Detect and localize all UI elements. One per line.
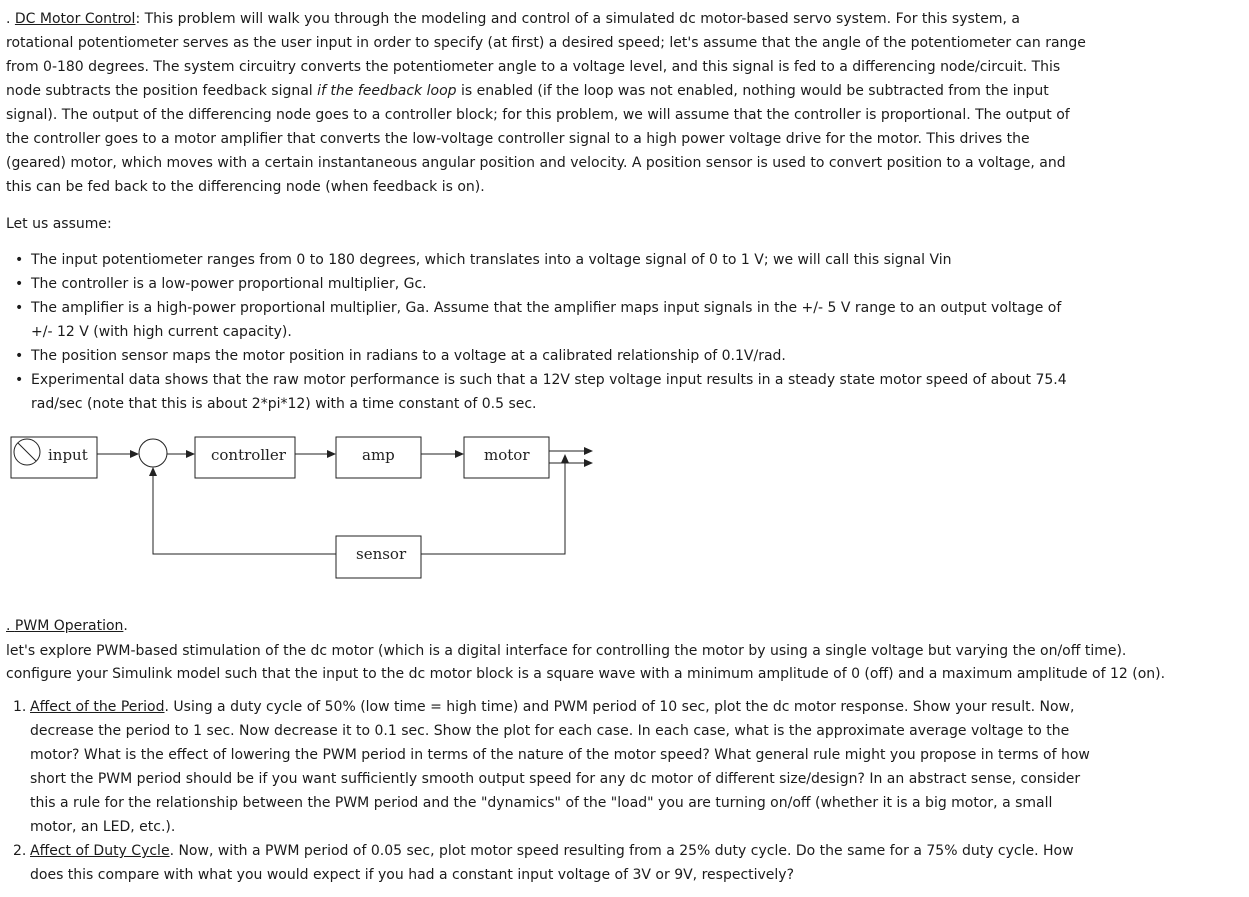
intro-paragraph (6, 7, 1091, 199)
motor-block (464, 437, 549, 478)
task-number: 2. (13, 843, 27, 859)
assume-label: Let us assume: (6, 216, 112, 232)
intro-title: DC Motor Control (14, 11, 136, 27)
list-item: • Experimental data shows that the raw motor performance is such that a 12V step voltage input results in a steady state motor speed of about 75.4 rad/sec (note that this is about 2*pi*12) with a time constant of 0.5 sec. (6, 368, 1086, 416)
pwm-title: PWM Operation (14, 618, 124, 634)
input-block (11, 437, 97, 478)
block-diagram (0, 430, 620, 590)
intro-emphasis: if the feedback loop (317, 83, 457, 99)
amp-label: amp (362, 446, 395, 464)
motor-output-arrows (549, 447, 593, 467)
list-item (6, 839, 1096, 887)
pwm-line-1: let's explore PWM-based stimulation of the dc motor (which is a digital interface for controlling the motor by using a single voltage but varying the on/off time). (6, 643, 1127, 659)
connector-amp-to-motor (421, 450, 464, 458)
pwm-lead: . (6, 618, 15, 634)
list-item: • The position sensor maps the motor position in radians to a voltage at a calibrated relationship of 0.1V/rad. (6, 344, 1086, 368)
sensor-block (336, 536, 421, 578)
amp-block (336, 437, 421, 478)
task-text: . Now, with a PWM period of 0.05 sec, plot motor speed resulting from a 25% duty cycle. Do the same for a 75% duty cycle. How does this compare with what you would expect if you had a constant input voltage of 3V or 9V, respectively? (30, 843, 1074, 883)
intro-text-1: : This problem will walk you through the modeling and control of a simulated dc motor-based servo system. For this system, a rotational potentiometer serves as the user input in order to specify (at first) a desired speed; let's assume that the angle of the potentiometer can range from 0-180 degrees. The system circuitry converts the potentiometer angle to a voltage level, and this signal is fed to a differencing node/circuit. This node subtracts the position feedback signal (6, 11, 1086, 99)
pwm-heading (6, 614, 1091, 638)
list-item (6, 695, 1096, 839)
differencing-node (139, 439, 167, 467)
intro-lead: . (6, 11, 15, 27)
task-number: 1. (13, 699, 27, 715)
connector-input-to-node (97, 450, 139, 458)
list-item: • The input potentiometer ranges from 0 to 180 degrees, which translates into a voltage signal of 0 to 1 V; we will call this signal Vin (6, 248, 1086, 272)
task-title: Affect of Duty Cycle (30, 843, 170, 859)
controller-block (195, 437, 295, 478)
controller-label: controller (211, 446, 286, 464)
pwm-title-tail: . (123, 618, 128, 634)
pwm-line-2: configure your Simulink model such that the input to the dc motor block is a square wave with a minimum amplitude of 0 (off) and a maximum amplitude of 12 (on). (6, 666, 1166, 682)
list-item: • The controller is a low-power proportional multiplier, Gc. (6, 272, 1086, 296)
intro-text-2: is enabled (if the loop was not enabled, nothing would be subtracted from the input signal). The output of the differencing node goes to a controller block; for this problem, we will assume that the controller is proportional. The output of the controller goes to a motor amplifier that converts the low-voltage controller signal to a high power voltage drive for the motor. This drives the (geared) motor, which moves with a certain instantaneous angular position and velocity. A position sensor is used to convert position to a voltage, and this can be fed back to the differencing node (when feedback is on). (6, 83, 1070, 195)
input-label: input (48, 446, 88, 464)
list-item: • The amplifier is a high-power proportional multiplier, Ga. Assume that the amplifier maps input signals in the +/- 5 V range to an output voltage of +/- 12 V (with high current capacity). (6, 296, 1086, 344)
task-title: Affect of the Period (30, 699, 165, 715)
connector-node-to-controller (167, 450, 195, 458)
sensor-label: sensor (356, 545, 407, 563)
tasks-list (6, 695, 1096, 887)
assumptions-list (6, 248, 1086, 416)
task-text: . Using a duty cycle of 50% (low time = high time) and PWM period of 10 sec, plot the dc motor response. Show your result. Now, decrease the period to 1 sec. Now decrease it to 0.1 sec. Show the plot for each case. In each case, what is the approximate average voltage to the motor? What is the effect of lowering the PWM period in terms of the nature of the motor speed? What general rule might you propose in terms of how short the PWM period should be if you want sufficiently smooth output speed for any dc motor of different size/design? In an abstract sense, consider this a rule for the relationship between the PWM period and the "dynamics" of the "load" you are turning on/off (whether it is a big motor, a small motor, an LED, etc.). (30, 699, 1090, 835)
motor-label: motor (484, 446, 530, 464)
connector-controller-to-amp (295, 450, 336, 458)
